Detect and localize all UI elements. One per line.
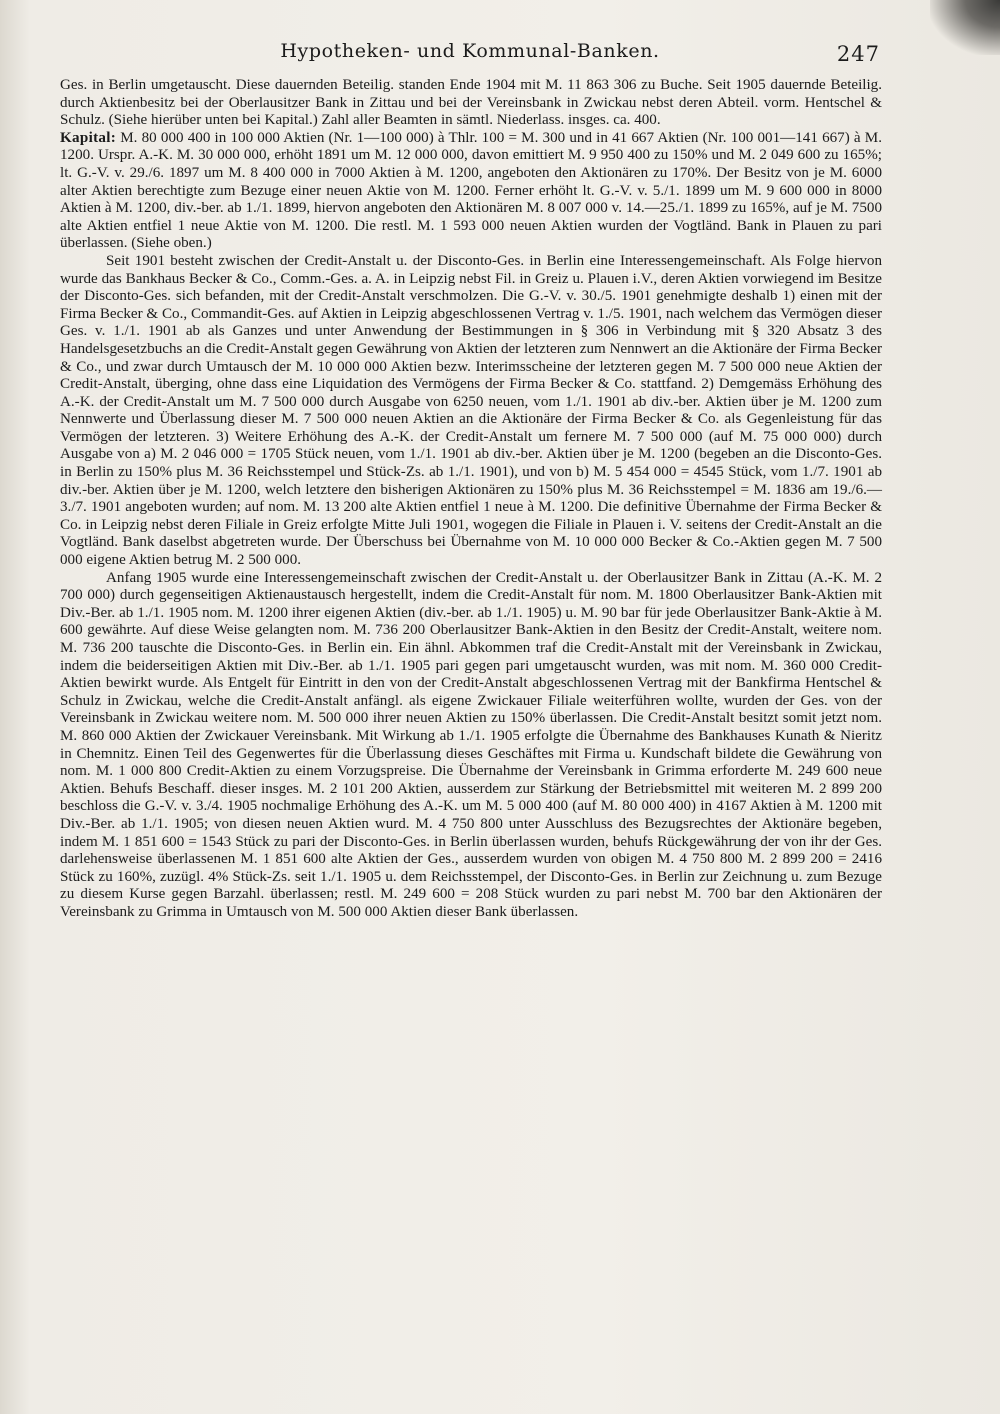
kapital-text: M. 80 000 400 in 100 000 Aktien (Nr. 1—100 000) à Thlr. 100 = M. 300 und in 41 667 Aktien (Nr. 100 001—141 667) à M. 1200. Urspr. A.-K. M. 30 000 000, erhöht 1891 um M. 12 000 000, davon emittiert M. 9 950 400 zu 150% und M. 2 049 600 zu 165%; lt. G.-V. v. 29./6. 1897 um M. 8 400 000 in 7000 Aktien à M. 1200, angeboten den Aktionären zu 170%. Der Besitz von je M. 6000 alter Aktien berechtigte zum Bezuge einer neuen Aktie von M. 1200. Ferner erhöht lt. G.-V. v. 5./1. 1899 um M. 9 600 000 in 8000 Aktien à M. 1200, div.-ber. ab 1./1. 1899, hiervon angeboten den Aktionären M. 8 007 000 v. 14.—25./1. 1899 zu 165%, auf je M. 7500 alte Aktien entfiel 1 neue Aktie von M. 1200. Die restl. M. 1 593 000 neuen Aktien wurden der Vogtländ. Bank in Plauen zu pari überlassen. (Siehe oben.) [60, 129, 882, 252]
page-number: 247 [836, 42, 880, 66]
paragraph-kapital [60, 130, 882, 253]
paragraph-interessengemeinschaft-1901: Seit 1901 besteht zwischen der Credit-Anstalt u. der Disconto-Ges. in Berlin eine Interessengemeinschaft. Als Folge hiervon wurde das Bankhaus Becker & Co., Comm.-Ges. a. A. in Leipzig nebst Fil. in Greiz u. Plauen i.V., deren Aktien vorwiegend im Besitze der Disconto-Ges. sich befanden, mit der Credit-Anstalt verschmolzen. Die G.-V. v. 30./5. 1901 genehmigte deshalb 1) einen mit der Firma Becker & Co., Commandit-Ges. auf Aktien in Leipzig abgeschlossenen Vertrag v. 1./5. 1901, nach welchem das Vermögen dieser Ges. v. 1./1. 1901 ab als Ganzes und unter Anwendung der Bestimmungen in § 306 in Verbindung mit § 320 Absatz 3 des Handelsgesetzbuchs an die Credit-Anstalt gegen Gewährung von Aktien der letzteren zum Nennwert an die Aktionäre der Firma Becker & Co., und zwar durch Umtausch der M. 10 000 000 Aktien bezw. Interimsscheine der letzteren gegen M. 7 500 000 neue Aktien der Credit-Anstalt, überging, ohne dass eine Liquidation des Vermögens der Firma Becker & Co. stattfand. 2) Demgemäss Erhöhung des A.-K. der Credit-Anstalt um M. 7 500 000 durch Ausgabe von 6250 neuen, vom 1./1. 1901 ab div.-ber. Aktien über je M. 1200 zum Nennwerte und Überlassung dieser M. 7 500 000 neuen Aktien an die Aktionäre der Firma Becker & Co. als Gegenleistung für das Vermögen der letzteren. 3) Weitere Erhöhung des A.-K. der Credit-Anstalt um fernere M. 7 500 000 (auf M. 75 000 000) durch Ausgabe von a) M. 2 046 000 = 1705 Stück neuen, vom 1./1. 1901 ab div.-ber. Aktien über je M. 1200 (begeben an die Disconto-Ges. in Berlin zu 150% plus M. 36 Reichsstempel und Stück-Zs. ab 1./1. 1901), und von b) M. 5 454 000 = 4545 Stück, vom 1./7. 1901 ab div.-ber. Aktien über je M. 1200, welch letztere den bisherigen Aktionären zu 150% plus M. 36 Reichsstempel = M. 1836 am 19./6.—3./7. 1901 angeboten wurden; auf nom. M. 13 200 alte Aktien entfiel 1 neue à M. 1200. Die definitive Übernahme der Firma Becker & Co. in Leipzig nebst deren Filiale in Greiz erfolgte Mitte Juli 1901, wogegen die Filiale in Plauen i. V. seitens der Credit-Anstalt an die Vogtländ. Bank daselbst abgetreten wurde. Der Überschuss bei Übernahme von M. 10 000 000 Becker & Co.-Aktien gegen M. 7 500 000 eigene Aktien betrug M. 2 500 000. [60, 252, 882, 569]
paragraph-beteiligung: Ges. in Berlin umgetauscht. Diese dauernden Beteilig. standen Ende 1904 mit M. 11 863 306 zu Buche. Seit 1905 dauernde Beteilig. durch Aktienbesitz bei der Oberlausitzer Bank in Zittau und bei der Vereinsbank in Zwickau nebst deren Abteil. vorm. Hentschel & Schulz. (Siehe hierüber unten bei Kapital.) Zahl aller Beamten in sämtl. Niederlass. insges. ca. 400. [60, 77, 882, 129]
kapital-label: Kapital: [60, 129, 117, 146]
body-text [60, 77, 882, 922]
page-header [60, 38, 880, 68]
running-title: Hypotheken- und Kommunal-Banken. [280, 40, 660, 62]
scan-shadow [930, 0, 1000, 55]
paragraph-interessengemeinschaft-1905: Anfang 1905 wurde eine Interessengemeinschaft zwischen der Credit-Anstalt u. der Oberlausitzer Bank in Zittau (A.-K. M. 2 700 000) durch gegenseitigen Aktienaustausch hergestellt, indem die Credit-Anstalt für nom. M. 1800 Oberlausitzer Bank-Aktien mit Div.-Ber. ab 1./1. 1905 nom. M. 1200 ihrer eigenen Aktien (div.-ber. ab 1./1. 1905) u. M. 90 bar für jede Oberlausitzer Bank-Aktie à M. 600 gewährte. Auf diese Weise gelangten nom. M. 736 200 Oberlausitzer Bank-Aktien in den Besitz der Credit-Anstalt, weitere nom. M. 736 200 tauschte die Disconto-Ges. in Berlin ein. Ein ähnl. Abkommen traf die Credit-Anstalt mit der Vereinsbank in Zwickau, indem die beiderseitigen Aktien mit Div.-Ber. ab 1./1. 1905 pari gegen pari umgetauscht wurden, was mit nom. M. 360 000 Credit-Aktien bewirkt wurde. Als Entgelt für Eintritt in den von der Credit-Anstalt abgeschlossenen Vertrag mit der Bankfirma Hentschel & Schulz in Zwickau, welche die Credit-Anstalt anfängl. als eigene Zwickauer Filiale weiterführen wollte, wurden der Ges. von der Vereinsbank in Zwickau weitere nom. M. 500 000 ihrer neuen Aktien zu 150% überlassen. Die Credit-Anstalt besitzt somit jetzt nom. M. 860 000 Aktien der Zwickauer Vereinsbank. Mit Wirkung ab 1./1. 1905 erfolgte die Übernahme des Bankhauses Kunath & Nieritz in Chemnitz. Einen Teil des Gegenwertes für die Überlassung dieses Geschäftes mit Firma u. Kundschaft bildete die Gewährung von nom. M. 1 000 800 Credit-Aktien zu einem Vorzugspreise. Die Übernahme der Vereinsbank in Grimma erforderte M. 249 600 neue Aktien. Behufs Beschaff. dieser insges. M. 2 101 200 Aktien, ausserdem zur Stärkung der Betriebsmittel mit weiteren M. 2 899 200 beschloss die G.-V. v. 3./4. 1905 nochmalige Erhöhung des A.-K. um M. 5 000 400 (auf M. 80 000 400) in 4167 Aktien à M. 1200 mit Div.-Ber. ab 1./1. 1905; von diesen neuen Aktien wurd. M. 4 750 800 unter Ausschluss des Bezugsrechtes der Aktionäre begeben, indem M. 1 851 600 = 1543 Stück zu pari der Disconto-Ges. in Berlin überlassen wurden, behufs Rückgewährung der von ihr der Ges. darlehensweise überlassenen M. 1 851 600 alte Aktien der Ges., ausserdem wurden von obigen M. 4 750 800 M. 2 899 200 = 2416 Stück zu 160%, zuzügl. 4% Stück-Zs. seit 1./1. 1905 u. dem Reichsstempel, der Disconto-Ges. in Berlin zur Zeichnung u. zum Bezuge zu diesem Kurse gegen Barzahl. überlassen; restl. M. 249 600 = 208 Stück wurden zu pari nebst M. 700 bar den Aktionären der Vereinsbank zu Grimma in Umtausch von M. 500 000 Aktien dieser Bank überlassen. [60, 569, 882, 920]
